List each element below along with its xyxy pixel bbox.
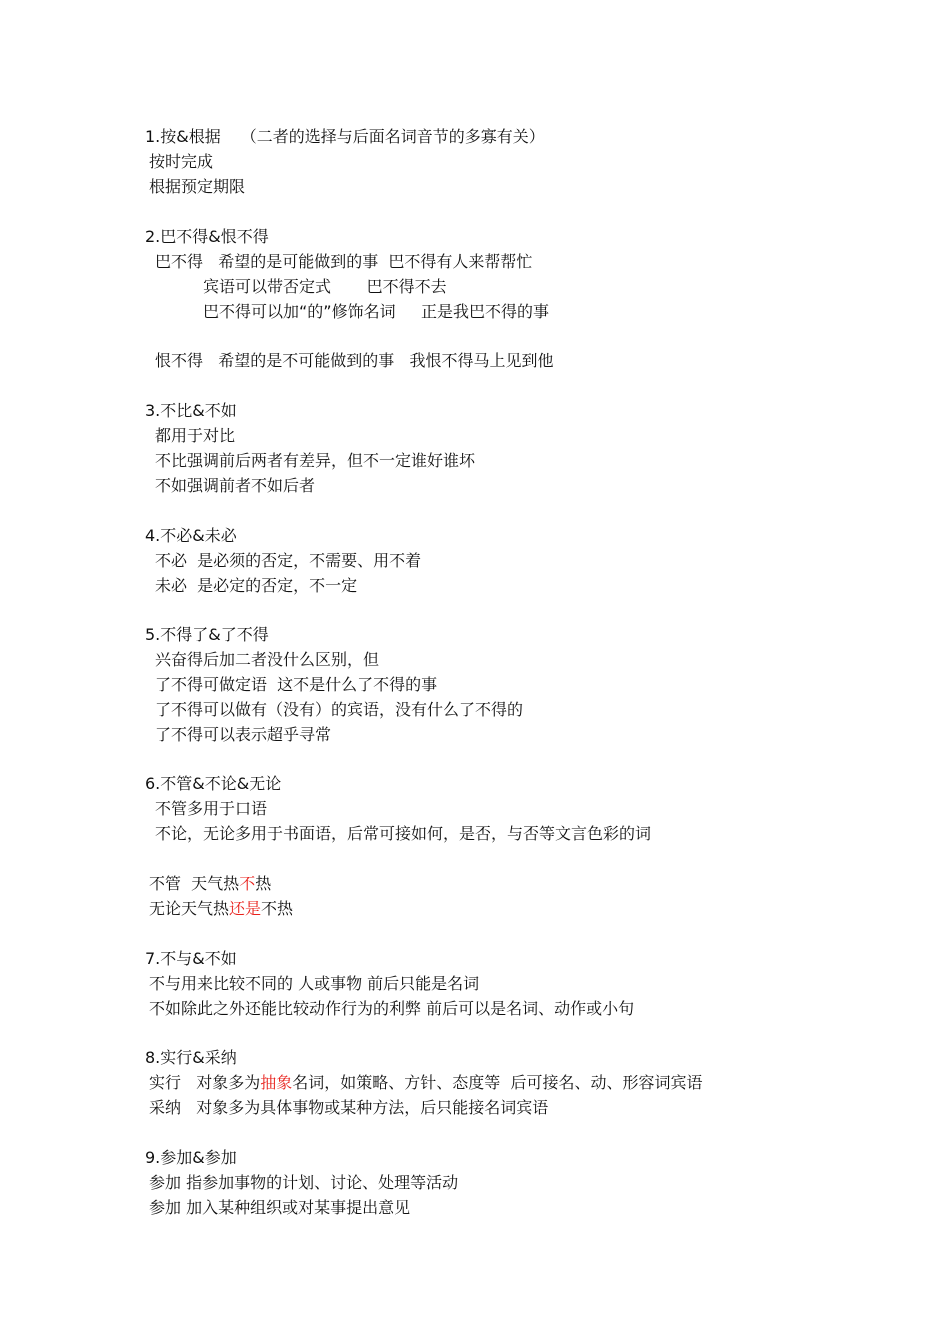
section-5-title: 5.不得了&了不得 (145, 625, 269, 644)
section-2-line: 宾语可以带否定式 巴不得不去 (203, 277, 447, 296)
section-5-line: 了不得可以表示超乎寻常 (155, 725, 332, 744)
section-1-line: 根据预定期限 (149, 177, 246, 196)
section-9-title: 9.参加&参加 (145, 1148, 237, 1167)
section-5-line: 了不得可做定语 这不是什么了不得的事 (155, 675, 438, 694)
section-9-line: 参加 加入某种组织或对某事提出意见 (149, 1198, 411, 1217)
section-6-example: 不管 天气热不热 (149, 874, 272, 893)
section-2-line: 恨不得 希望的是不可能做到的事 我恨不得马上见到他 (155, 351, 554, 370)
section-7-line: 不与用来比较不同的 人或事物 前后只能是名词 (149, 974, 480, 993)
section-3-line: 都用于对比 (155, 426, 236, 445)
section-7-line: 不如除此之外还能比较动作行为的利弊 前后可以是名词、动作或小句 (149, 999, 635, 1018)
section-5-line: 兴奋得后加二者没什么区别，但 (155, 650, 380, 669)
section-8-line: 实行 对象多为抽象名词，如策略、方针、态度等 后可接名、动、形容词宾语 (149, 1073, 703, 1092)
section-4-line: 未必 是必定的否定，不一定 (155, 576, 358, 595)
section-6-line: 不管多用于口语 (155, 799, 268, 818)
section-4-title: 4.不必&未必 (145, 526, 237, 545)
section-3-line: 不比强调前后两者有差异，但不一定谁好谁坏 (155, 451, 476, 470)
section-1-heading: 1.按&根据 (145, 127, 221, 146)
section-1-note: （二者的选择与后面名词音节的多寡有关） (240, 127, 545, 146)
section-9-line: 参加 指参加事物的计划、讨论、处理等活动 (149, 1173, 459, 1192)
section-1-line: 按时完成 (149, 152, 214, 171)
highlight-text: 不 (239, 874, 256, 893)
section-6-example: 无论天气热还是不热 (149, 899, 294, 918)
highlight-text: 抽象 (260, 1073, 293, 1092)
section-7-title: 7.不与&不如 (145, 949, 237, 968)
section-3-title: 3.不比&不如 (145, 401, 237, 420)
section-2-line: 巴不得 希望的是可能做到的事 巴不得有人来帮帮忙 (155, 252, 533, 271)
section-3-line: 不如强调前者不如后者 (155, 476, 316, 495)
section-2-line: 巴不得可以加“的”修饰名词 正是我巴不得的事 (203, 302, 550, 321)
section-8-title: 8.实行&采纳 (145, 1048, 237, 1067)
section-6-title: 6.不管&不论&无论 (145, 774, 282, 793)
section-2-title: 2.巴不得&恨不得 (145, 227, 269, 246)
section-1-title (145, 127, 545, 147)
highlight-text: 还是 (229, 899, 262, 918)
section-4-line: 不必 是必须的否定，不需要、用不着 (155, 551, 422, 570)
section-8-line: 采纳 对象多为具体事物或某种方法，后只能接名词宾语 (149, 1098, 549, 1117)
section-5-line: 了不得可以做有（没有）的宾语，没有什么了不得的 (155, 700, 524, 719)
section-6-line: 不论，无论多用于书面语，后常可接如何，是否，与否等文言色彩的词 (155, 824, 652, 843)
